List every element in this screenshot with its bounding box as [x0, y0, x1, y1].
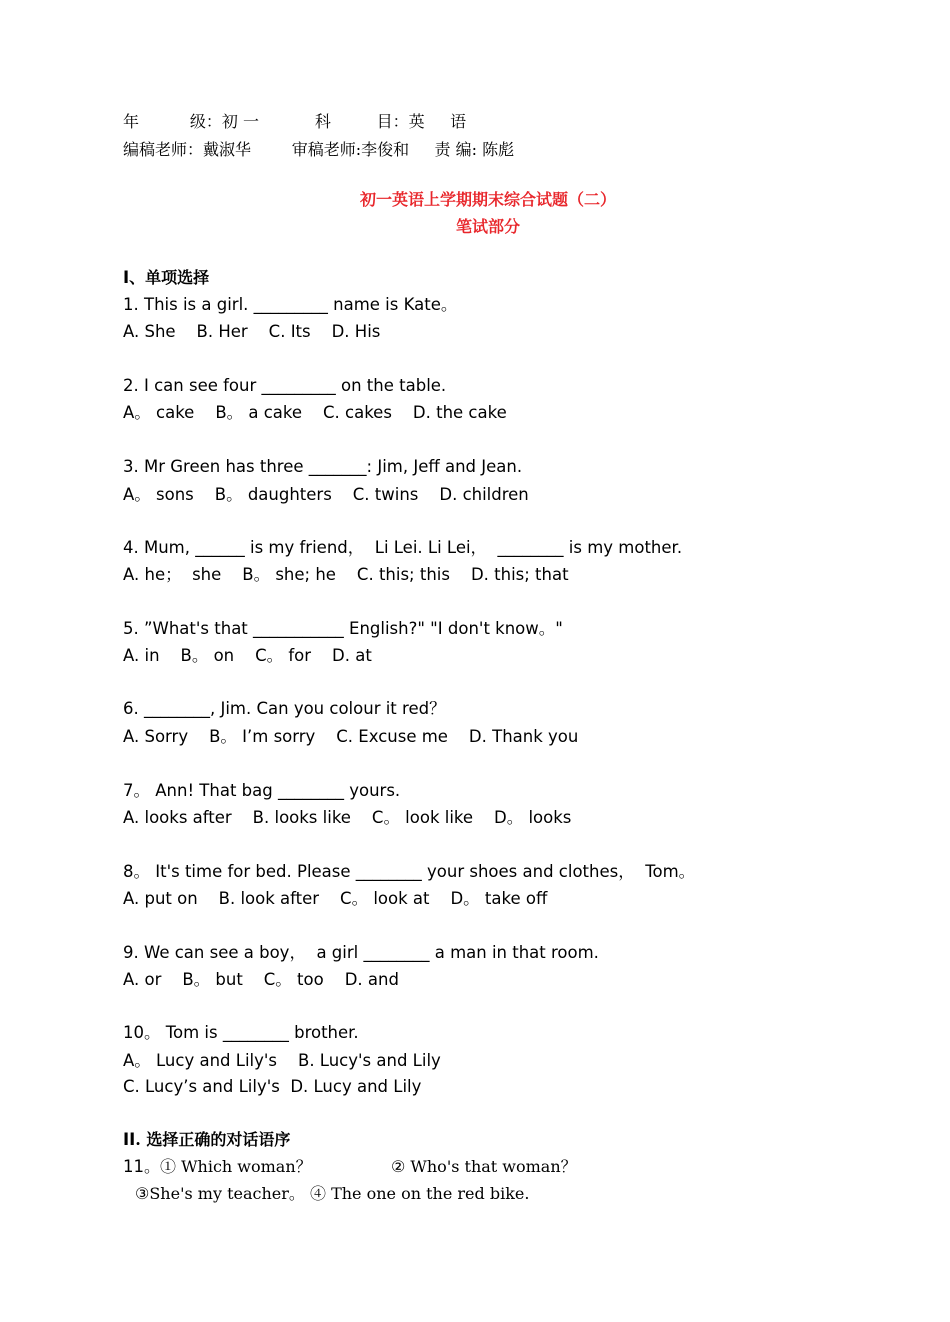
question-9-options: A. or B。 but C。 too D. and	[123, 970, 399, 989]
question-11	[123, 1156, 312, 1179]
question-11-number: 11	[123, 1157, 144, 1176]
question-11-options-cd: ③She's my teacher。 ④ The one on the red bike.	[135, 1184, 530, 1203]
question-2-options: A。 cake B。 a cake C. cakes D. the cake	[123, 403, 507, 422]
question-5: 5. ”What's that ___________ English?" "I don't know。"	[123, 619, 563, 638]
question-10: 10。 Tom is ________ brother.	[123, 1023, 359, 1042]
question-8: 8。 It's time for bed. Please ________ your shoes and clothes， Tom。	[123, 862, 696, 881]
question-11-option-a: 。① Which woman？	[144, 1157, 312, 1176]
question-3: 3. Mr Green has three _______: Jim, Jeff and Jean.	[123, 457, 523, 476]
question-1-options: A. She B. Her C. Its D. His	[123, 322, 381, 341]
question-1: 1. This is a girl. _________ name is Kate。	[123, 295, 458, 314]
section1-heading-num: I	[123, 268, 130, 287]
question-10-options-2: C. Lucy’s and Lily's D. Lucy and Lily	[123, 1077, 422, 1096]
question-6: 6. ________, Jim. Can you colour it red？	[123, 699, 446, 718]
section2-heading	[123, 1129, 290, 1151]
question-6-options: A. Sorry B。 I’m sorry C. Excuse me D. Thank you	[123, 727, 579, 746]
question-4: 4. Mum, ______ is my friend， Li Lei. Li Lei， ________ is my mother.	[123, 538, 683, 557]
document-subtitle: 笔试部分	[455, 217, 520, 236]
question-2: 2. I can see four _________ on the table.	[123, 376, 447, 395]
question-10-options: A。 Lucy and Lily's B. Lucy's and Lily	[123, 1051, 441, 1070]
question-11-option-b: ② Who's that woman？	[391, 1157, 577, 1176]
document-title: 初一英语上学期期末综合试题（二）	[359, 190, 616, 209]
section2-heading-num: II	[123, 1130, 136, 1149]
section2-heading-text: . 选择正确的对话语序	[135, 1130, 291, 1149]
question-3-options: A。 sons B。 daughters C. twins D. children	[123, 485, 529, 504]
question-5-options: A. in B。 on C。 for D. at	[123, 646, 372, 665]
question-7: 7。 Ann! That bag ________ yours.	[123, 781, 401, 800]
question-4-options: A. he； she B。 she; he C. this; this D. this; that	[123, 565, 569, 584]
section1-heading-text: 、单项选择	[129, 268, 210, 287]
header-grade-subject: 年 级：初 一 科 目：英 语	[123, 112, 467, 131]
question-9: 9. We can see a boy， a girl ________ a man in that room.	[123, 943, 599, 962]
header-editors: 编稿老师：戴淑华 审稿老师:李俊和 责 编: 陈彪	[123, 140, 515, 159]
question-7-options: A. looks after B. looks like C。 look like D。 looks	[123, 808, 572, 827]
section1-heading	[123, 267, 209, 289]
question-8-options: A. put on B. look after C。 look at D。 take off	[123, 889, 548, 908]
